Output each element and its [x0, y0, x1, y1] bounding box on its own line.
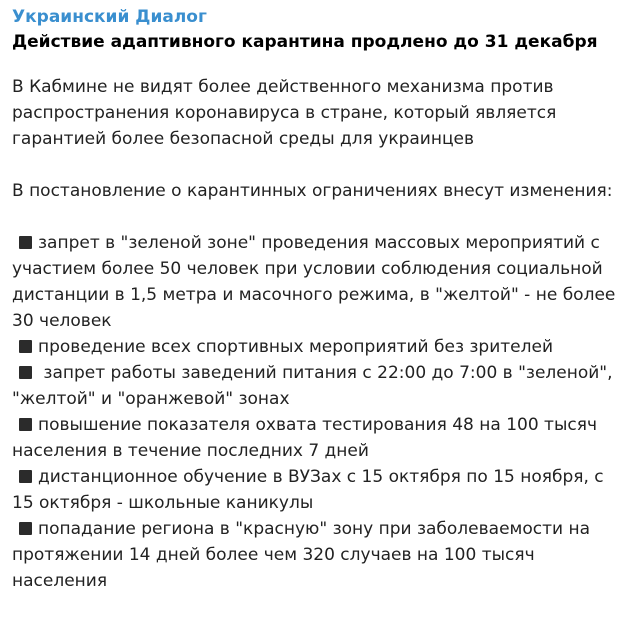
black-square-icon	[19, 236, 32, 249]
post-paragraph-2: В постановление о карантинных ограничениях внесут изменения:	[12, 181, 613, 201]
post-headline: Действие адаптивного карантина продлено до 31 декабря	[12, 32, 598, 52]
list-item	[12, 360, 625, 412]
list-item-text: запрет в "зеленой зоне" проведения массовых мероприятий с участием более 50 человек при условии соблюдения социальной дистанции в 1,5 метра и масочного режима, в "желтой" - не более 30 человек	[12, 233, 616, 331]
list-item-text: повышение показателя охвата тестирования 48 на 100 тысяч населения в течение последних 7 дней	[12, 415, 597, 461]
restrictions-list	[12, 230, 625, 594]
list-item	[12, 412, 625, 464]
list-item	[12, 230, 625, 334]
list-item-text: дистанционное обучение в ВУЗах с 15 октября по 15 ноября, с 15 октября - школьные каникулы	[12, 467, 604, 513]
list-item-text: запрет работы заведений питания с 22:00 до 7:00 в "зеленой", "желтой" и "оранжевой" зонах	[12, 363, 613, 409]
list-item	[12, 464, 625, 516]
list-item-text: попадание региона в "красную" зону при заболеваемости на протяжении 14 дней более чем 320 случаев на 100 тысяч населения	[12, 519, 590, 591]
list-item	[12, 334, 625, 360]
black-square-icon	[19, 470, 32, 483]
black-square-icon	[19, 366, 32, 379]
black-square-icon	[19, 522, 32, 535]
list-item	[12, 516, 625, 594]
channel-name[interactable]: Украинский Диалог	[12, 7, 207, 27]
black-square-icon	[19, 340, 32, 353]
list-item-text: проведение всех спортивных мероприятий без зрителей	[38, 337, 553, 357]
post-paragraph-1: В Кабмине не видят более действенного механизма против распространения коронавируса в стране, который является гарантией более безопасной среды для украинцев	[12, 77, 557, 149]
black-square-icon	[19, 418, 32, 431]
